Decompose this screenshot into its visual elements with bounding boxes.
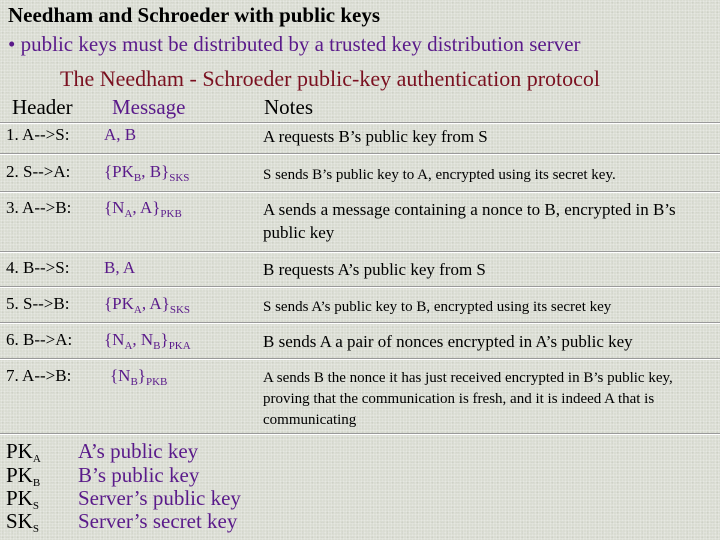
bullet-marker: •	[8, 32, 16, 56]
bullet-text	[8, 32, 581, 57]
divider	[0, 322, 720, 324]
row-header: 1. A-->S:	[6, 125, 70, 144]
divider	[0, 251, 720, 253]
divider	[0, 358, 720, 360]
row-header: 7. A-->B:	[6, 366, 72, 385]
divider	[0, 153, 720, 155]
row-message: B, A	[104, 258, 136, 277]
row-note: B requests A’s public key from S	[263, 260, 486, 279]
divider	[0, 122, 720, 124]
legend-item	[0, 463, 720, 487]
legend-key: $PK_S$	[6, 486, 39, 512]
row-message: $\{N_B\}_{PKB}$	[110, 366, 168, 388]
legend-item	[0, 486, 720, 510]
column-header-message: Message	[112, 95, 186, 119]
legend-value: Server’s secret key	[78, 509, 238, 533]
legend-item	[0, 509, 720, 533]
row-note: S sends B’s public key to A, encrypted using its secret key.	[263, 167, 616, 183]
row-note: B sends A a pair of nonces encrypted in A’s public key	[263, 332, 633, 351]
row-header: 6. B-->A:	[6, 330, 73, 349]
row-header: 2. S-->A:	[6, 162, 71, 181]
legend-key: $PK_A$	[6, 439, 41, 465]
row-header: 3. A-->B:	[6, 198, 72, 217]
legend-value: B’s public key	[78, 463, 200, 487]
row-header: 4. B-->S:	[6, 258, 70, 277]
divider	[0, 191, 720, 193]
row-note: A requests B’s public key from S	[263, 127, 488, 146]
bullet-label: public keys must be distributed by a trusted key distribution server	[20, 32, 581, 56]
divider	[0, 286, 720, 288]
row-note: A sends B the nonce it has just received encrypted in B’s public key, proving that the communication is fresh, and it is indeed A that is communicating	[263, 370, 673, 428]
row-note: A sends a message containing a nonce to B, encrypted in B’s public key	[263, 200, 676, 242]
legend-value: A’s public key	[78, 439, 199, 463]
column-header-notes: Notes	[264, 95, 313, 119]
row-header: 5. S-->B:	[6, 294, 70, 313]
divider	[0, 433, 720, 435]
legend-item	[0, 439, 720, 463]
row-message: {$PK_A$, $A\}_{SKS}$	[104, 294, 191, 316]
row-message: A, B	[104, 125, 137, 144]
column-header-header: Header	[12, 95, 73, 119]
row-message: {$N_A$, $N_B\}_{PKA}$	[104, 330, 191, 352]
legend-value: Server’s public key	[78, 486, 241, 510]
protocol-subtitle: The Needham - Schroeder public-key authentication protocol	[60, 66, 601, 91]
row-note: S sends A’s public key to B, encrypted using its secret key	[263, 299, 612, 315]
slide-title: Needham and Schroeder with public keys	[8, 3, 381, 27]
row-message: {$PK_B$, $B\}_{SKS}$	[104, 162, 190, 184]
legend-key: $PK_B$	[6, 463, 41, 489]
legend-key: $SK_S$	[6, 509, 39, 535]
row-message: {$N_A$, $A\}_{PKB}$	[104, 198, 182, 220]
